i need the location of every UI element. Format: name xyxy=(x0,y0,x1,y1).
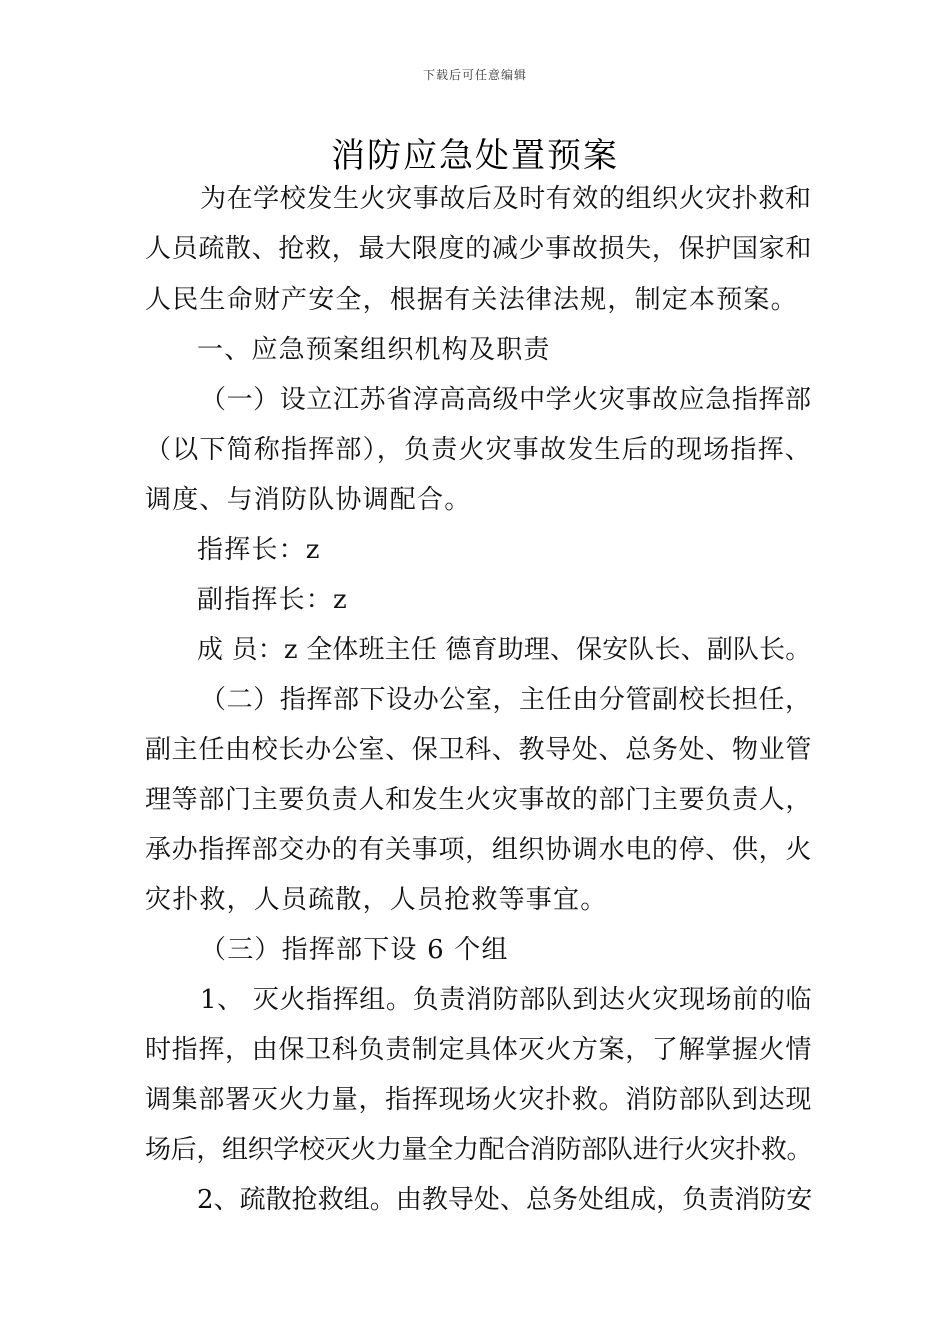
deputy-commander-line: 副指挥长：z xyxy=(197,585,348,615)
members-line: 成 员：z 全体班主任 德育助理、保安队长、副队长。 xyxy=(197,635,812,665)
paragraph-line: 承办指挥部交办的有关事项，组织协调水电的停、供，火 xyxy=(145,835,813,865)
paragraph-line: 灾扑救，人员疏散，人员抢救等事宜。 xyxy=(145,885,608,915)
paragraph-line: （一）设立江苏省淳高高级中学火灾事故应急指挥部 xyxy=(200,385,812,415)
paragraph-line: 调度、与消防队协调配合。 xyxy=(145,485,472,515)
paragraph-line: （二）指挥部下设办公室，主任由分管副校长担任， xyxy=(200,685,812,715)
paragraph-line: 场后，组织学校灭火力量全力配合消防部队进行火灾扑救。 xyxy=(145,1135,813,1165)
paragraph-line: 理等部门主要负责人和发生火灾事故的部门主要负责人， xyxy=(145,785,813,815)
paragraph-line: 1、 灭火指挥组。负责消防部队到达火灾现场前的临 xyxy=(200,985,813,1015)
document-title: 消防应急处置预案 xyxy=(331,136,619,176)
paragraph-line: 调集部署灭火力量，指挥现场火灾扑救。消防部队到达现 xyxy=(145,1085,813,1115)
subsection-heading: （三）指挥部下设 6 个组 xyxy=(200,935,509,965)
commander-line: 指挥长：z xyxy=(197,535,321,565)
paragraph-line: 副主任由校长办公室、保卫科、教导处、总务处、物业管 xyxy=(145,735,813,765)
paragraph-line: 人民生命财产安全，根据有关法律法规，制定本预案。 xyxy=(145,285,798,315)
paragraph-line: 人员疏散、抢救，最大限度的减少事故损失，保护国家和 xyxy=(145,234,813,264)
paragraph-line: 时指挥，由保卫科负责制定具体灭火方案，了解掌握火情 xyxy=(145,1035,813,1065)
paragraph-line: 2、疏散抢救组。由教导处、总务处组成，负责消防安 xyxy=(197,1185,813,1215)
paragraph-line: 为在学校发生火灾事故后及时有效的组织火灾扑救和 xyxy=(200,184,812,214)
header-note: 下载后可任意编辑 xyxy=(422,68,527,82)
paragraph-line: （以下简称指挥部），负责火灾事故发生后的现场指挥、 xyxy=(145,435,813,465)
section-heading: 一、应急预案组织机构及职责 xyxy=(197,335,551,365)
